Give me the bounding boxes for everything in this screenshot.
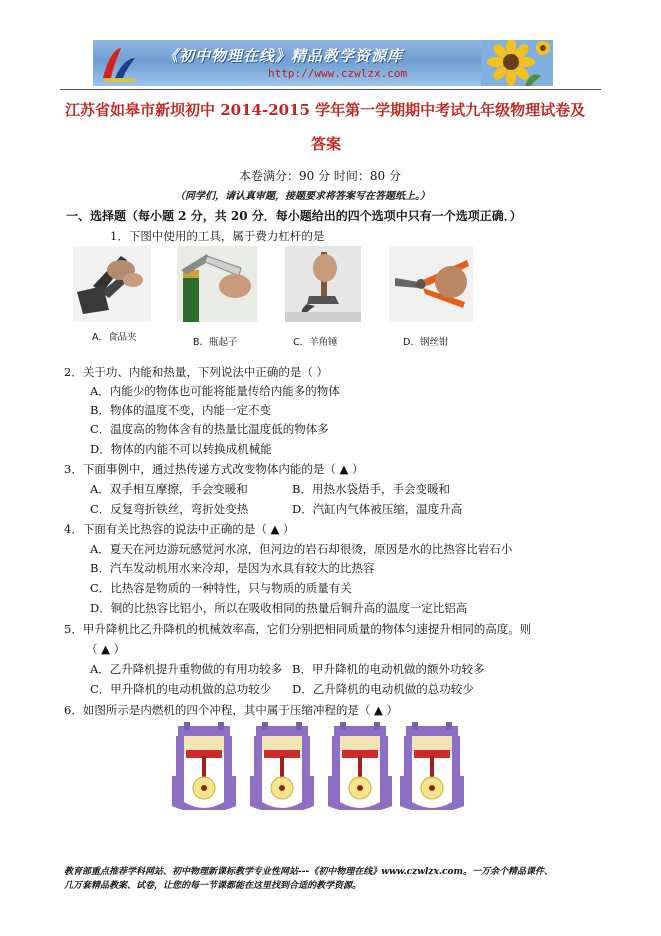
engine-stroke-a-icon xyxy=(172,722,236,810)
exam-note: （同学们，请认真审题，接题要求将答案写在答题纸上。） xyxy=(175,191,430,202)
question-5-stem: 5．甲升降机比乙升降机的机械效率高，它们分别把相同质量的物体匀速提升相同的高度。则 xyxy=(64,622,532,636)
question-4-option-b: B．汽车发动机用水来冷却，是因为水具有较大的比热容 xyxy=(90,561,375,575)
site-logo-icon xyxy=(99,44,139,82)
question-3-stem: 3．下面事例中，通过热传递方式改变物体内能的是（ ▲ ） xyxy=(64,462,364,476)
engine-stroke-c-icon xyxy=(328,722,392,810)
header-rule xyxy=(60,89,601,90)
food-tongs-icon xyxy=(73,246,151,322)
question-5-answer-blank: （ ▲ ） xyxy=(86,642,126,656)
option-caption-b: B．瓶起子 xyxy=(193,337,238,348)
claw-hammer-image xyxy=(285,246,361,322)
question-3-option-b: B．用热水袋焐手，手会变暖和 xyxy=(292,482,450,496)
question-5-option-c: C．甲升降机的电动机做的总功较少 xyxy=(90,682,272,696)
engine-strokes-figure xyxy=(170,722,470,810)
document-title: 江苏省如皋市新坝初中 2014-2015 学年第一学期期中考试九年级物理试卷及 xyxy=(65,101,586,119)
question-3-option-c: C．反复弯折铁丝，弯折处变热 xyxy=(90,502,249,516)
question-5-option-a: A．乙升降机提升重物做的有用功较多 xyxy=(90,662,283,676)
bottle-opener-image xyxy=(177,246,257,322)
question-1-stem: 1．下图中使用的工具，属于费力杠杆的是 xyxy=(110,229,325,243)
banner-url[interactable]: http://www.czwlzx.com xyxy=(268,67,408,80)
sunflower-icon xyxy=(481,40,553,86)
option-caption-d: D．钢丝钳 xyxy=(403,337,449,348)
engine-stroke-b-icon xyxy=(250,722,314,810)
engine-stroke-d-icon xyxy=(400,722,464,810)
option-caption-a: A．食品夹 xyxy=(92,332,137,343)
question-5-option-d: D．乙升降机的电动机做的总功较少 xyxy=(292,682,474,696)
banner-title: 《初中物理在线》精品教学资源库 xyxy=(163,47,404,65)
question-3-option-d: D．汽缸内气体被压缩，温度升高 xyxy=(292,502,463,516)
document-title-continued: 答案 xyxy=(311,135,342,153)
question-5-option-b: B．甲升降机的电动机做的额外功较多 xyxy=(292,662,485,676)
pliers-icon xyxy=(389,246,473,322)
bottle-opener-icon xyxy=(177,246,257,322)
exam-meta: 本卷满分：90 分 时间：80 分 xyxy=(239,169,401,183)
option-caption-c: C．羊角锤 xyxy=(293,337,338,348)
question-2-option-c: C．温度高的物体含有的热量比温度低的物体多 xyxy=(90,422,329,436)
food-tongs-image xyxy=(73,246,151,322)
question-2-option-b: B．物体的温度不变，内能一定不变 xyxy=(90,403,271,417)
footer-line-2: 几万套精品教案、试卷，让您的每一节课都能在这里找到合适的教学资源。 xyxy=(64,881,362,891)
question-2-option-a: A．内能少的物体也可能将能量传给内能多的物体 xyxy=(90,384,340,398)
question-4-option-a: A．夏天在河边游玩感觉河水凉，但河边的岩石却很烫，原因是水的比热容比岩石小 xyxy=(90,542,513,556)
question-2-stem: 2．关于功、内能和热量，下列说法中正确的是（ ） xyxy=(64,365,328,379)
section-header: 一、选择题（每小题 2 分，共 20 分．每小题给出的四个选项中只有一个选项正确．） xyxy=(66,209,522,223)
site-banner xyxy=(93,40,553,86)
footer-line-1: 教育部重点推荐学科网站、初中物理新课标教学专业性网站---《初中物理在线》www.czwlzx.com。一万余个精品课件、 xyxy=(64,867,554,877)
question-4-option-d: D．铜的比热容比铝小，所以在吸收相同的热量后铜升高的温度一定比铝高 xyxy=(90,601,468,615)
pliers-image xyxy=(389,246,473,322)
question-4-option-c: C．比热容是物质的一种特性，只与物质的质量有关 xyxy=(90,581,352,595)
question-4-stem: 4．下面有关比热容的说法中正确的是（ ▲ ） xyxy=(64,522,295,536)
question-6-stem: 6．如图所示是内燃机的四个冲程，其中属于压缩冲程的是（ ▲ ） xyxy=(64,703,398,717)
question-2-option-d: D．物体的内能不可以转换成机械能 xyxy=(90,442,272,456)
claw-hammer-icon xyxy=(285,246,361,322)
question-3-option-a: A．双手相互摩擦，手会变暖和 xyxy=(90,482,248,496)
